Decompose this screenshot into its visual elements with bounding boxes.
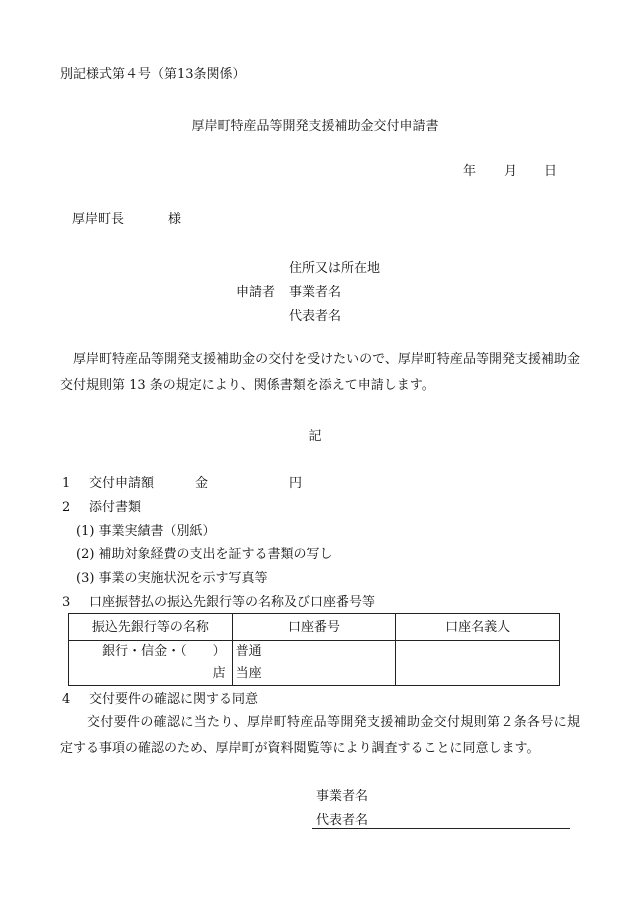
account-number-cell[interactable] [232, 641, 396, 686]
header-account-number: 口座番号 [232, 614, 396, 641]
item1-number: 1 [62, 476, 71, 491]
bank-table-header-row [69, 614, 560, 641]
signature-business-label: 事業者名 [316, 789, 369, 804]
header-account-holder: 口座名義人 [396, 614, 560, 641]
date-year: 年 [463, 164, 477, 179]
branch-line: 店 [212, 666, 226, 681]
date-day: 日 [544, 164, 558, 179]
bank-type-line: 銀行・信金・（ ） [102, 644, 226, 659]
bank-table-data-row [69, 641, 560, 686]
applicant-address-label: 住所又は所在地 [289, 261, 381, 276]
form-label: 別記様式第４号（第13条関係） [60, 67, 246, 82]
item3-label: 口座振替払の振込先銀行等の名称及び口座番号等 [89, 595, 376, 610]
item1-kin: 金 [195, 476, 209, 491]
item2-number: 2 [62, 500, 71, 515]
bank-account-table [68, 613, 560, 686]
account-type-ordinary: 普通 [235, 644, 262, 659]
header-bank-name: 振込先銀行等の名称 [69, 614, 233, 641]
item4-consent-text: 交付要件の確認に当たり、厚岸町特産品等開発支援補助金交付規則第２条各号に規定する事項の確認のため、厚岸町が資料閲覧等により調査することに同意します。 [60, 715, 580, 756]
addressee-name: 厚岸町長 [72, 212, 125, 227]
signature-representative-label: 代表者名 [316, 813, 369, 828]
bank-name-cell[interactable] [69, 641, 233, 686]
item2-sub-2: (2) 補助対象経費の支出を証する書類の写し [76, 547, 333, 562]
item4-number: 4 [62, 692, 71, 707]
application-body-text: 厚岸町特産品等開発支援補助金の交付を受けたいので、厚岸町特産品等開発支援補助金交付規則第 13 条の規定により、関係書類を添えて申請します。 [60, 352, 580, 393]
account-holder-cell[interactable] [396, 641, 560, 686]
item1-label: 交付申請額 [89, 476, 155, 491]
account-type-current: 当座 [235, 666, 262, 681]
item2-sub-1: (1) 事業実績書（別紙） [76, 524, 216, 539]
document-title: 厚岸町特産品等開発支援補助金交付申請書 [191, 119, 439, 134]
item2-label: 添付書類 [89, 500, 142, 515]
item1-yen: 円 [289, 476, 303, 491]
item4-label: 交付要件の確認に関する同意 [89, 692, 259, 707]
date-month: 月 [504, 164, 518, 179]
applicant-representative-label: 代表者名 [289, 309, 342, 324]
signature-line[interactable] [312, 828, 570, 829]
ki-heading: 記 [308, 429, 322, 444]
applicant-label: 申請者 [236, 285, 276, 300]
item3-number: 3 [62, 595, 71, 610]
applicant-business-label: 事業者名 [289, 285, 342, 300]
addressee-honorific: 様 [168, 212, 182, 227]
item2-sub-3: (3) 事業の実施状況を示す写真等 [76, 571, 268, 586]
